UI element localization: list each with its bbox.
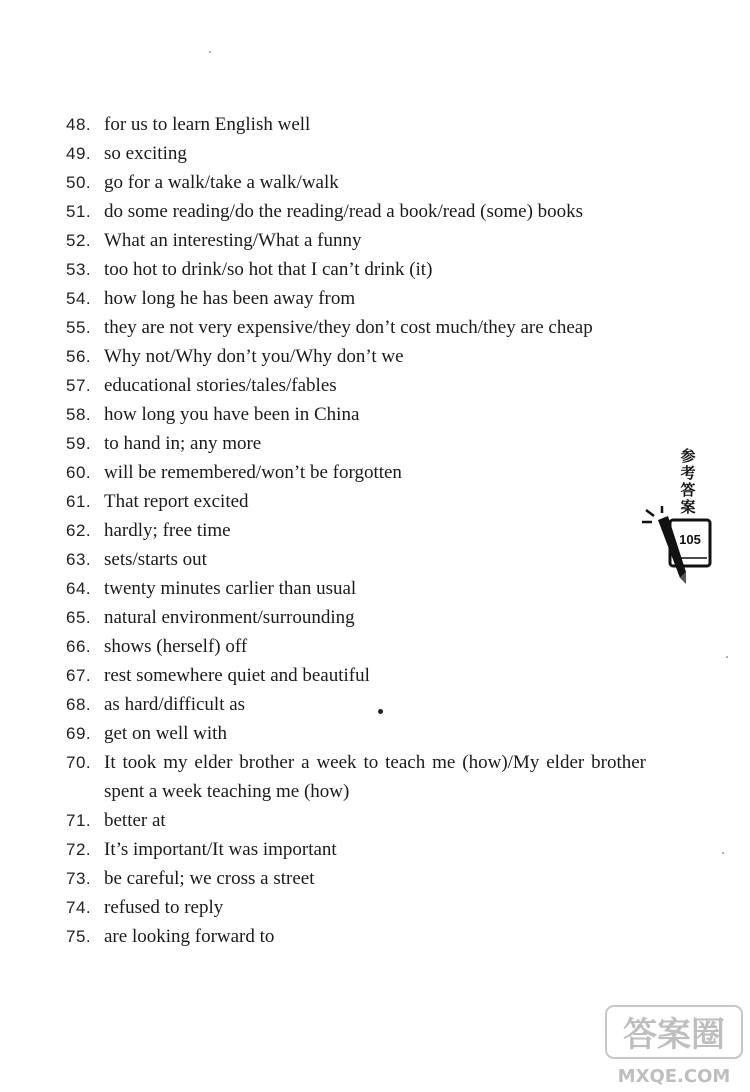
answer-text: natural environment/surrounding (104, 607, 355, 628)
answer-number: 67. (66, 666, 92, 685)
answer-item (66, 603, 646, 632)
answer-number: 58. (66, 405, 92, 424)
answer-item (66, 661, 646, 690)
answer-number: 73. (66, 869, 92, 888)
answer-number: 70. (66, 753, 92, 772)
answer-item (66, 806, 646, 835)
scan-speck (726, 656, 728, 658)
watermark-url: MXQE.COM (617, 1066, 731, 1087)
answer-number: 75. (66, 927, 92, 946)
answer-text: are looking forward to (104, 926, 275, 947)
answer-text: sets/starts out (104, 549, 207, 570)
answer-text: will be remembered/won’t be forgotten (104, 462, 402, 483)
answer-number: 69. (66, 724, 92, 743)
answer-text: Why not/Why don’t you/Why don’t we (104, 346, 404, 367)
answer-item (66, 226, 646, 255)
answer-text: shows (herself) off (104, 636, 248, 657)
answer-text: do some reading/do the reading/read a book/read (some) books (104, 201, 584, 222)
answer-number: 55. (66, 318, 92, 337)
answer-item (66, 197, 646, 226)
answer-item (66, 255, 646, 284)
page-number: 105 (679, 532, 701, 547)
scan-speck (722, 852, 724, 854)
answer-number: 62. (66, 521, 92, 540)
ink-dot (378, 709, 383, 714)
answer-number: 59. (66, 434, 92, 453)
answer-item (66, 719, 646, 748)
answer-item (66, 487, 646, 516)
answer-text: educational stories/tales/fables (104, 375, 337, 396)
answer-item (66, 835, 646, 864)
answer-number: 53. (66, 260, 92, 279)
answer-number: 60. (66, 463, 92, 482)
answer-number: 51. (66, 202, 92, 221)
answer-item (66, 690, 646, 719)
scan-speck (209, 51, 211, 53)
side-tab-title: 参考答案 (680, 447, 696, 516)
answer-number: 65. (66, 608, 92, 627)
answer-text: be careful; we cross a street (104, 868, 315, 889)
answer-item (66, 110, 646, 139)
watermark-title: 答案圈 (623, 1015, 725, 1055)
answer-text: as hard/difficult as (104, 694, 246, 715)
answer-item (66, 632, 646, 661)
answer-item (66, 574, 646, 603)
answer-item (66, 545, 646, 574)
answer-number: 56. (66, 347, 92, 366)
answer-text: so exciting (104, 143, 187, 164)
answer-text: hardly; free time (104, 520, 231, 541)
answer-item (66, 400, 646, 429)
answer-item (66, 371, 646, 400)
answer-text: better at (104, 810, 166, 831)
answer-item (66, 139, 646, 168)
answer-text: It’s important/It was important (104, 839, 337, 860)
answer-number: 63. (66, 550, 92, 569)
answer-item (66, 516, 646, 545)
answer-number: 61. (66, 492, 92, 511)
answer-text: to hand in; any more (104, 433, 262, 454)
watermark-logo (604, 1002, 744, 1088)
answer-item (66, 168, 646, 197)
answer-text: What an interesting/What a funny (104, 230, 362, 251)
answer-text: rest somewhere quiet and beautiful (104, 665, 370, 686)
answer-item (66, 429, 646, 458)
answer-item (66, 922, 646, 951)
answer-number: 74. (66, 898, 92, 917)
answer-number: 71. (66, 811, 92, 830)
answer-text: refused to reply (104, 897, 224, 918)
answer-list (66, 110, 646, 951)
answer-number: 64. (66, 579, 92, 598)
answer-text: twenty minutes carlier than usual (104, 578, 357, 599)
answer-number: 72. (66, 840, 92, 859)
answer-item (66, 864, 646, 893)
answer-text: how long you have been in China (104, 404, 360, 425)
notebook-pencil-icon (640, 506, 730, 586)
answer-item (66, 342, 646, 371)
side-tab (640, 448, 730, 588)
answer-text: too hot to drink/so hot that I can’t drink (it) (104, 259, 433, 280)
answer-text: get on well with (104, 723, 227, 744)
answer-number: 50. (66, 173, 92, 192)
answer-text: go for a walk/take a walk/walk (104, 172, 339, 193)
answer-item (66, 748, 646, 806)
answer-item (66, 458, 646, 487)
answer-number: 66. (66, 637, 92, 656)
answer-number: 49. (66, 144, 92, 163)
answer-text: It took my elder brother a week to teach me (how)/My elder brother spent a week teaching me (how) (104, 752, 646, 802)
answer-item (66, 313, 646, 342)
answer-number: 54. (66, 289, 92, 308)
answer-text: That report excited (104, 491, 249, 512)
answer-number: 57. (66, 376, 92, 395)
answer-text: how long he has been away from (104, 288, 356, 309)
answer-text: they are not very expensive/they don’t cost much/they are cheap (104, 317, 593, 338)
answer-number: 68. (66, 695, 92, 714)
answer-number: 48. (66, 115, 92, 134)
answer-number: 52. (66, 231, 92, 250)
answer-item (66, 284, 646, 313)
answer-item (66, 893, 646, 922)
answer-text: for us to learn English well (104, 114, 311, 135)
